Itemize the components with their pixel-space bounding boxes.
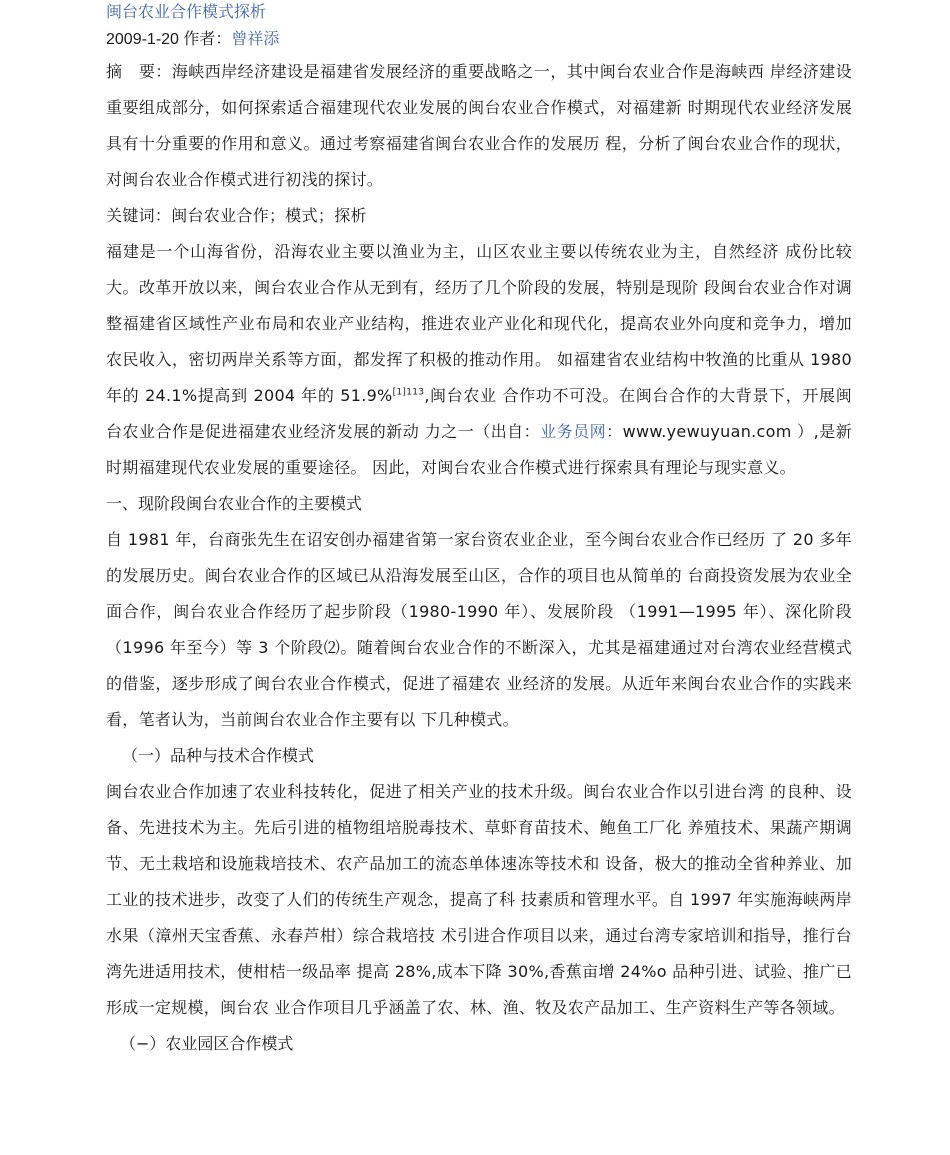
keywords-line: 关键词：闽台农业合作；模式；探析 xyxy=(106,206,367,225)
intro-text-3: ：www.yewuyuan.com ）,是新时期福建现代农业发展的重要途径。 因此，对闽台农业合作模式进行探索具有理论与现实意义。 xyxy=(106,422,853,477)
subsection-paragraph-1: 闽台农业合作加速了农业科技转化，促进了相关产业的技术升级。闽台农业合作以引进台湾 的良种、设备、先进技术为主。先后引进的植物组培脱毒技术、草虾育苗技术、鲍鱼工厂化 养殖技术、果蔬产期调节、无土栽培和设施栽培技术、农产品加工的流态单体速冻等技术和 设备，极大的推动全省种养业、加工业的技术进步，改变了人们的传统生产观念，提高了科 技素质和管理水平。自 1997 年实施海峡两岸水果（漳州天宝香蕉、永春芦柑）综合栽培技 术引进合作项目以来，通过台湾专家培训和指导，推行台湾先进适用技术，使柑桔一级品率 提高 28%,成本下降 30%,香蕉亩增 24%o 品种引进、试验、推广已形成一定规模，闽台农 业合作项目几乎涵盖了农、林、渔、牧及农产品加工、生产资料生产等各领域。 xyxy=(106,782,852,1017)
section-heading: 一、现阶段闽台农业合作的主要模式 xyxy=(106,494,363,513)
article-meta xyxy=(106,29,852,51)
subsection-heading-1: （一）品种与技术合作模式 xyxy=(122,746,315,765)
intro-text-2: ,闽台农业 合作功不可没。在闽台合作的大背景下，开展闽台农业合作是促进福建农业经济发展的新动 力之一（出自： xyxy=(106,386,853,441)
source-link[interactable]: 业务员网 xyxy=(540,422,607,441)
section-paragraph: 自 1981 年，台商张先生在诏安创办福建省第一家台资农业企业，至今闽台农业合作已经历 了 20 多年的发展历史。闽台农业合作的区域已从沿海发展至山区，合作的项目也从简单的 台商投资发展为农业全面合作，闽台农业合作经历了起步阶段（1980-1990 年）、发展阶段 （1991—1995 年）、深化阶段（1996 年至今）等 3 个阶段⑵。随着闽台农业合作的不断深入，尤其是福建通过对台湾农业经营模式的借鉴，逐步形成了闽台农业合作模式，促进了福建农 业经济的发展。从近年来闽台农业合作的实践来看，笔者认为，当前闽台农业合作主要有以 下几种模式。 xyxy=(106,530,852,729)
document-page xyxy=(106,0,852,1062)
intro-paragraph xyxy=(106,234,852,486)
citation-ref: [1]113 xyxy=(392,387,425,398)
author-link[interactable]: 曾祥添 xyxy=(231,31,280,48)
subsection-heading-2: （−）农业园区合作模式 xyxy=(120,1034,294,1053)
abstract-paragraph: 摘 要：海峡西岸经济建设是福建省发展经济的重要战略之一，其中闽台农业合作是海峡西 岸经济建设重要组成部分，如何探索适合福建现代农业发展的闽台农业合作模式，对福建新 时期现代农业经济发展具有十分重要的作用和意义。通过考察福建省闽台农业合作的发展历 程，分析了闽台农业合作的现状，对闽台农业合作模式进行初浅的探讨。 xyxy=(106,62,852,189)
article-date: 2009-1-20 作者： xyxy=(106,31,232,48)
intro-text-1: 福建是一个山海省份，沿海农业主要以渔业为主，山区农业主要以传统农业为主，自然经济 成份比较大。改革开放以来，闽台农业合作从无到有，经历了几个阶段的发展，特别是现阶 段闽台农业合作对调整福建省区域性产业布局和农业产业结构，推进农业产业化和现代化，提高农业外向度和竞争力，增加农民收入，密切两岸关系等方面，都发挥了积极的推动作用。 如福建省农业结构中牧渔的比重从 1980 年的 24.1%提高到 2004 年的 51.9% xyxy=(106,242,852,405)
article-title[interactable]: 闽台农业合作模式探析 xyxy=(106,2,267,21)
